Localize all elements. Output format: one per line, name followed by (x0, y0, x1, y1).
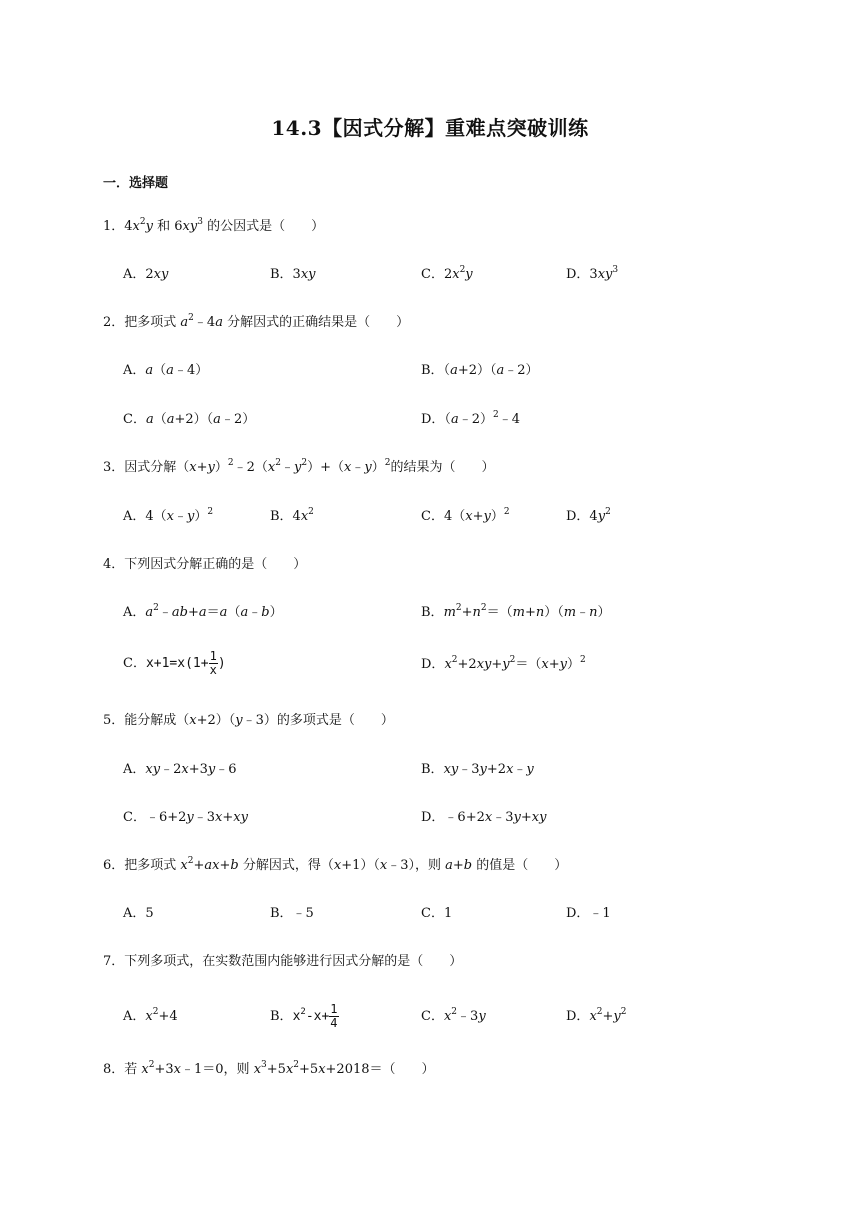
q7-option-a: A．$x^2+4$ (123, 1007, 178, 1024)
q6-option-a: A．5 (123, 906, 154, 921)
question-5: 5．能分解成（x+2）（y﹣3）的多项式是（ ） (103, 713, 394, 728)
q4-c-formula: x+1=x(1+ $\frac{1}{x}$ ) (145, 649, 226, 677)
q2-option-a: A．a（a﹣4） (123, 363, 209, 378)
q2-option-b: B．（a+2）（a﹣2） (421, 363, 539, 378)
q1-option-b: B．3xy (270, 267, 316, 282)
page-title: 14.3【因式分解】重难点突破训练 (271, 116, 589, 140)
q7-b-formula: $x^2-x+$ $\frac{1}{4}$ (292, 1002, 338, 1030)
q5-option-a: A．xy﹣2x+3y﹣6 (123, 762, 237, 777)
question-1: 1．$4x^2y$ 和 $6xy^3$ 的公因式是（ ） (103, 217, 325, 234)
q3-option-d: D．$4y^2$ (566, 507, 611, 524)
q6-option-b: B．﹣5 (270, 906, 314, 921)
q7-option-b: B．$x^2-x+$ $\frac{1}{4}$ (270, 1002, 338, 1030)
question-4: 4．下列因式分解正确的是（ ） (103, 557, 307, 572)
question-8: 8．若 $x^2+3x﹣1=0$，则 $x^3+5x^2+5x+2018=$（ ） (103, 1060, 435, 1077)
q3-option-c: C．$4(x+y)^2$ (421, 507, 510, 524)
q1-option-c: C．$2x^2y$ (421, 265, 473, 282)
question-3: 3．因式分解$(x+y)^2﹣2(x^2﹣y^2)+(x﹣y)^2$的结果为（ ） (103, 458, 495, 475)
q5-option-b: B．xy﹣3y+2x﹣y (421, 762, 534, 777)
q6-option-d: D．﹣1 (566, 906, 611, 921)
question-2: 2．把多项式 $a^2﹣4a$ 分解因式的正确结果是（ ） (103, 313, 410, 330)
q7-option-c: C．$x^2﹣3y$ (421, 1007, 486, 1024)
q6-option-c: C．1 (421, 906, 453, 921)
q7-option-d: D．$x^2+y^2$ (566, 1007, 627, 1024)
q2-option-d: D．（a﹣2）$^2$﹣4 (421, 410, 520, 427)
question-7: 7．下列多项式，在实数范围内能够进行因式分解的是（ ） (103, 954, 463, 969)
q1-option-a: A．2xy (123, 267, 169, 282)
q4-option-c: C．x+1=x(1+ $\frac{1}{x}$ ) (123, 649, 226, 677)
q4-option-a: A．$a^2﹣ab+a=a(a﹣b)$ (123, 603, 283, 620)
q1-option-d: D．$3xy^3$ (566, 265, 619, 282)
q3-option-b: B．$4x^2$ (270, 507, 314, 524)
fraction-1-over-x: $\frac{1}{x}$ (209, 649, 217, 677)
section-heading: 一．选择题 (103, 176, 169, 191)
q3-option-a: A．4（x﹣y）$^2$ (123, 507, 214, 524)
q4-option-b: B．$m^2+n^2=(m+n)(m﹣n)$ (421, 603, 611, 620)
q4-option-d: D．$x^2+2xy+y^2=(x+y)^2$ (421, 655, 586, 672)
q5-option-d: D．﹣6+2x﹣3y+xy (421, 810, 547, 825)
q2-option-c: C．a（a+2）（a﹣2） (123, 412, 256, 427)
fraction-1-over-4: $\frac{1}{4}$ (330, 1002, 338, 1030)
question-6: 6．把多项式 $x^2+ax+b$ 分解因式，得（x+1）（x﹣3），则 a+b 的值是（ ） (103, 856, 568, 873)
q5-option-c: C．﹣6+2y﹣3x+xy (123, 810, 248, 825)
